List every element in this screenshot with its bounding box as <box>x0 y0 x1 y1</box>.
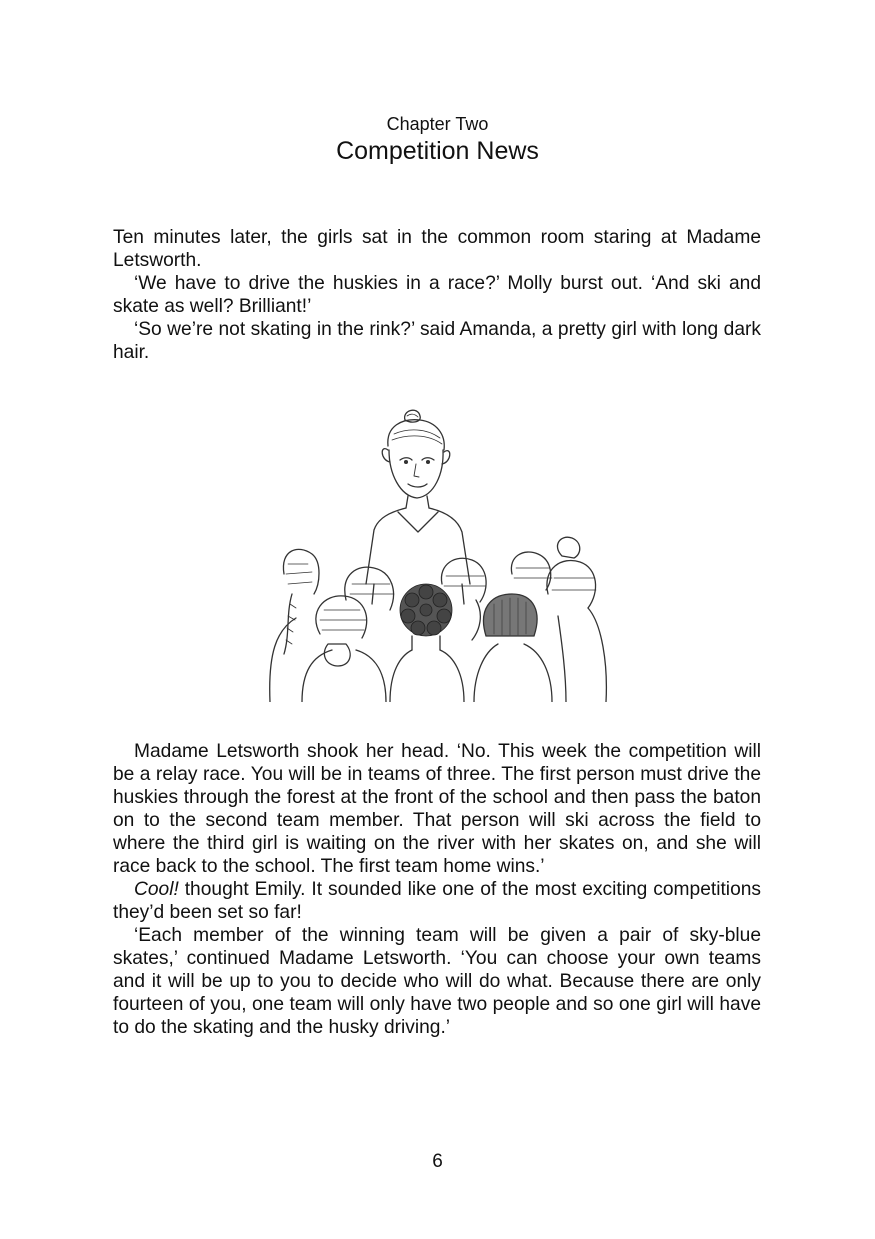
text-block-bottom <box>113 740 761 1039</box>
paragraph: Madame Letsworth shook her head. ‘No. This week the competition will be a relay race. You will be in teams of three. The first person must drive the huskies through the forest at the front of the school and then pass the baton on to the second team member. That person will ski across the field to where the third girl is waiting on the river with her skates on, and she will race back to the school. The first team home wins.’ <box>113 741 761 877</box>
text-block-top <box>113 226 761 364</box>
paragraph: ‘So we’re not skating in the rink?’ said Amanda, a pretty girl with long dark hair. <box>113 319 761 363</box>
page-number: 6 <box>432 1151 443 1172</box>
chapter-title: Competition News <box>336 137 539 165</box>
emphasis-text: Cool! <box>134 879 179 900</box>
paragraph <box>113 878 761 924</box>
chapter-label: Chapter Two <box>386 114 489 134</box>
girls-group <box>270 537 607 702</box>
teacher-figure <box>366 410 470 604</box>
paragraph: ‘Each member of the winning team will be given a pair of sky-blue skates,’ continued Madame Letsworth. ‘You can choose your own teams and it will be up to you to decide who will do what. Because there are only fourteen of you, one team will only have two people and so one girl will have to do the skating and the husky driving.’ <box>113 925 761 1038</box>
paragraph-rest: thought Emily. It sounded like one of the most exciting competitions they’d been set so far! <box>113 879 761 923</box>
paragraph: Ten minutes later, the girls sat in the common room staring at Madame Letsworth. <box>113 227 761 271</box>
illustration-teacher-and-girls <box>262 404 612 702</box>
paragraph: ‘We have to drive the huskies in a race?’ Molly burst out. ‘And ski and skate as well? Brilliant!’ <box>113 273 761 317</box>
